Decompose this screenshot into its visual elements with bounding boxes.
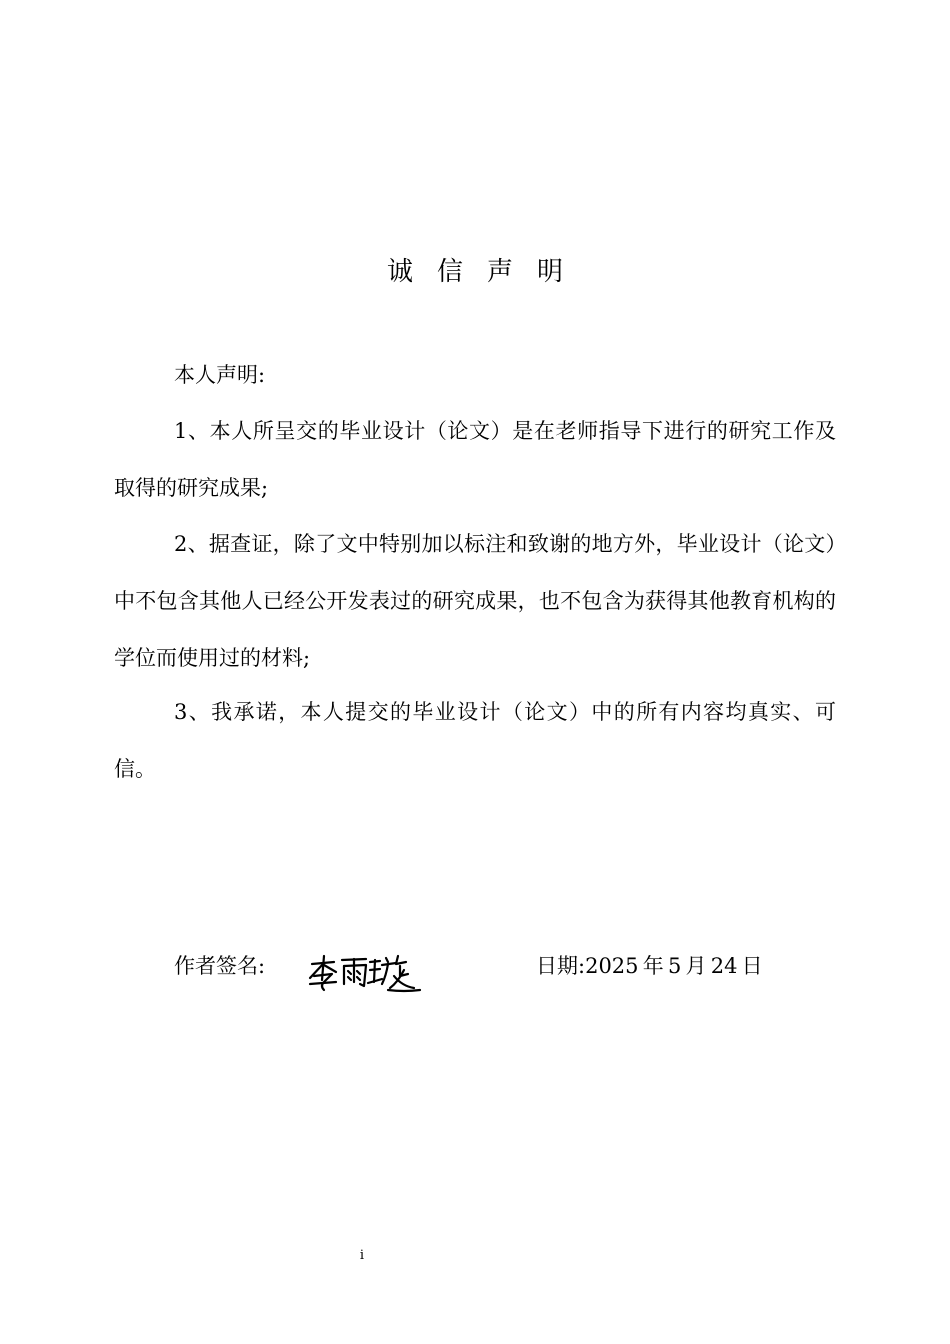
document-title: 诚信声明 (386, 257, 587, 287)
date-label: 日期: (536, 954, 586, 978)
date-year: 2025 (585, 954, 639, 978)
declaration-item-3: 3、我承诺，本人提交的毕业设计（论文）中的所有内容均真实、可信。 (114, 700, 836, 781)
date-year-unit: 年 (642, 954, 664, 978)
signature-row (174, 938, 814, 998)
declaration-item-1: 1、本人所呈交的毕业设计（论文）是在老师指导下进行的研究工作及取得的研究成果; (114, 419, 836, 500)
date-day: 24 (710, 954, 738, 978)
declaration-item-2: 2、据查证，除了文中特别加以标注和致谢的地方外，毕业设计（论文）中不包含其他人已经公开发表过的研究成果，也不包含为获得其他教育机构的学位而使用过的材料; (114, 532, 836, 670)
date-month-unit: 月 (685, 954, 707, 978)
date-day-unit: 日 (741, 954, 763, 978)
date-month: 5 (667, 954, 682, 978)
signature-date (536, 938, 763, 995)
handwritten-signature (304, 950, 424, 996)
declaration-intro: 本人声明: (174, 363, 266, 387)
page-number: i (359, 1248, 365, 1263)
signature-label: 作者签名: (174, 954, 266, 978)
